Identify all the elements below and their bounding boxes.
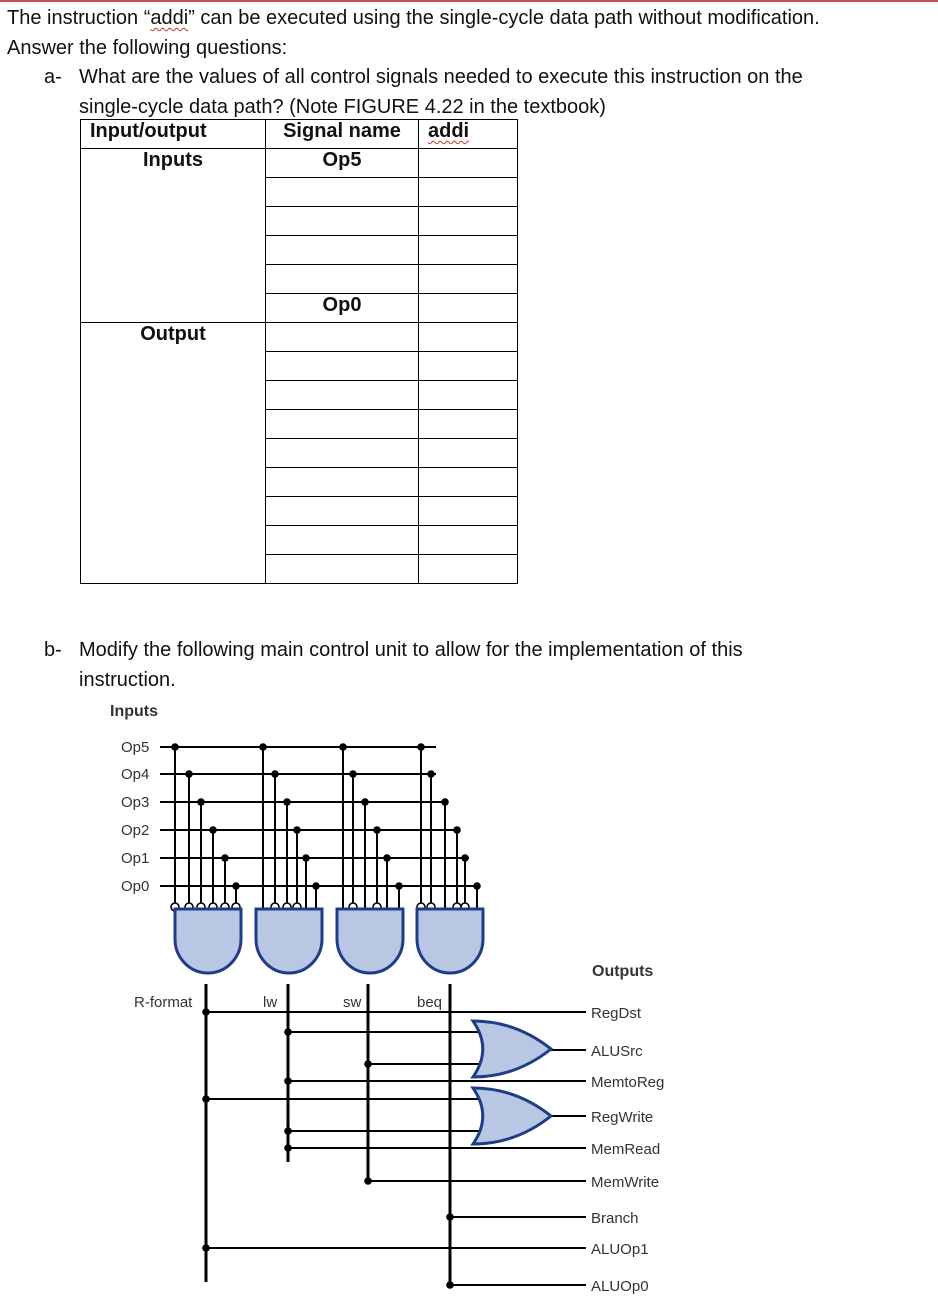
outputs-title: Outputs bbox=[592, 963, 654, 980]
junction-dot bbox=[453, 826, 461, 834]
junction-dot bbox=[473, 882, 481, 890]
header-input-output: Input/output bbox=[81, 120, 266, 149]
addi-value-cell[interactable] bbox=[419, 265, 518, 294]
addi-value-cell[interactable] bbox=[419, 352, 518, 381]
junction-dot bbox=[209, 826, 217, 834]
intro-line-1: The instruction “addi” can be executed using the single-cycle data path without modification. bbox=[7, 7, 820, 29]
junction-dot bbox=[446, 1213, 454, 1221]
addi-value-cell[interactable] bbox=[419, 323, 518, 352]
junction-dot bbox=[312, 882, 320, 890]
junction-dot bbox=[221, 854, 229, 862]
junction-dot bbox=[284, 1144, 292, 1152]
junction-dot bbox=[395, 882, 403, 890]
junction-dot bbox=[284, 1077, 292, 1085]
junction-dot bbox=[361, 798, 369, 806]
top-rule bbox=[0, 0, 938, 2]
intro-line-2: Answer the following questions: bbox=[7, 37, 288, 59]
addi-value-cell[interactable] bbox=[419, 236, 518, 265]
part-a-line-2: single-cycle data path? (Note FIGURE 4.22 in the textbook) bbox=[79, 96, 606, 118]
signal-name-cell bbox=[266, 381, 419, 410]
header-signal-name: Signal name bbox=[266, 120, 419, 149]
part-b-marker: b- bbox=[44, 639, 62, 661]
control-signals-table bbox=[80, 119, 518, 584]
junction-dot bbox=[284, 1028, 292, 1036]
junction-dot bbox=[441, 798, 449, 806]
gate-label-beq: beq bbox=[417, 994, 443, 1011]
junction-dot bbox=[461, 854, 469, 862]
inputs-group-label: Inputs bbox=[81, 149, 266, 323]
addi-value-cell[interactable] bbox=[419, 207, 518, 236]
signal-name-cell bbox=[266, 497, 419, 526]
input-label-op1: Op1 bbox=[121, 850, 150, 867]
and-gate-beq bbox=[417, 909, 483, 973]
output-label-memtoreg: MemtoReg bbox=[591, 1074, 665, 1091]
junction-dot bbox=[202, 1008, 210, 1016]
signal-name-cell bbox=[266, 178, 419, 207]
input-label-op2: Op2 bbox=[121, 822, 150, 839]
signal-name-cell bbox=[266, 207, 419, 236]
signal-name-cell bbox=[266, 323, 419, 352]
header-addi: addi bbox=[419, 120, 518, 149]
signal-name-cell bbox=[266, 352, 419, 381]
part-b-line-2: instruction. bbox=[79, 669, 176, 691]
junction-dot bbox=[302, 854, 310, 862]
output-label-memwrite: MemWrite bbox=[591, 1174, 660, 1191]
junction-dot bbox=[202, 1244, 210, 1252]
junction-dot bbox=[197, 798, 205, 806]
junction-dot bbox=[185, 770, 193, 778]
output-label-alusrc: ALUSrc bbox=[591, 1043, 643, 1060]
junction-dot bbox=[446, 1281, 454, 1289]
junction-dot bbox=[427, 770, 435, 778]
and-gate-sw bbox=[337, 909, 403, 973]
output-label-memread: MemRead bbox=[591, 1141, 661, 1158]
junction-dot bbox=[364, 1177, 372, 1185]
signal-name-cell bbox=[266, 526, 419, 555]
junction-dot bbox=[202, 1095, 210, 1103]
signal-name-cell: Op0 bbox=[266, 294, 419, 323]
junction-dot bbox=[171, 743, 179, 751]
or-gate-alusrc bbox=[473, 1021, 551, 1077]
junction-dot bbox=[271, 770, 279, 778]
input-label-op3: Op3 bbox=[121, 794, 150, 811]
signal-name-cell bbox=[266, 439, 419, 468]
addi-value-cell[interactable] bbox=[419, 381, 518, 410]
gate-label-lw: lw bbox=[263, 994, 278, 1011]
addi-value-cell[interactable] bbox=[419, 410, 518, 439]
and-gate-lw bbox=[256, 909, 322, 973]
table-row bbox=[81, 323, 518, 352]
signal-name-cell bbox=[266, 265, 419, 294]
addi-value-cell[interactable] bbox=[419, 178, 518, 207]
signal-name-cell bbox=[266, 555, 419, 584]
output-label-regwrite: RegWrite bbox=[591, 1109, 654, 1126]
signal-name-cell bbox=[266, 468, 419, 497]
gate-label-sw: sw bbox=[343, 994, 362, 1011]
addi-spell-flag: addi bbox=[150, 7, 189, 29]
addi-value-cell[interactable] bbox=[419, 526, 518, 555]
junction-dot bbox=[293, 826, 301, 834]
table-header-row bbox=[81, 120, 518, 149]
and-gate-r-format bbox=[175, 909, 241, 973]
input-label-op4: Op4 bbox=[121, 766, 150, 783]
table-row bbox=[81, 149, 518, 178]
circuit-wires bbox=[160, 743, 586, 1289]
addi-value-cell[interactable] bbox=[419, 149, 518, 178]
addi-value-cell[interactable] bbox=[419, 497, 518, 526]
output-label-branch: Branch bbox=[591, 1210, 639, 1227]
input-label-op0: Op0 bbox=[121, 878, 150, 895]
circuit-labels bbox=[110, 703, 664, 1295]
junction-dot bbox=[259, 743, 267, 751]
signal-name-cell: Op5 bbox=[266, 149, 419, 178]
output-label-aluop1: ALUOp1 bbox=[591, 1241, 649, 1258]
junction-dot bbox=[417, 743, 425, 751]
signal-name-cell bbox=[266, 410, 419, 439]
or-gate-regwrite bbox=[473, 1088, 551, 1144]
junction-dot bbox=[284, 1127, 292, 1135]
main-control-unit-diagram bbox=[0, 690, 938, 1310]
part-b-line-1: Modify the following main control unit to allow for the implementation of this bbox=[79, 639, 743, 661]
addi-value-cell[interactable] bbox=[419, 294, 518, 323]
inputs-title: Inputs bbox=[110, 703, 158, 720]
junction-dot bbox=[283, 798, 291, 806]
addi-value-cell[interactable] bbox=[419, 468, 518, 497]
junction-dot bbox=[232, 882, 240, 890]
part-a-marker: a- bbox=[44, 66, 62, 88]
junction-dot bbox=[373, 826, 381, 834]
output-label-aluop0: ALUOp0 bbox=[591, 1278, 649, 1295]
input-label-op5: Op5 bbox=[121, 739, 150, 756]
addi-value-cell[interactable] bbox=[419, 555, 518, 584]
junction-dot bbox=[339, 743, 347, 751]
gate-label-r-format: R-format bbox=[134, 994, 193, 1011]
output-group-label: Output bbox=[81, 323, 266, 584]
junction-dot bbox=[364, 1060, 372, 1068]
logic-gates bbox=[175, 909, 551, 1144]
part-a-line-1: What are the values of all control signals needed to execute this instruction on the bbox=[79, 66, 803, 88]
junction-dot bbox=[383, 854, 391, 862]
junction-dot bbox=[349, 770, 357, 778]
addi-value-cell[interactable] bbox=[419, 439, 518, 468]
signal-name-cell bbox=[266, 236, 419, 265]
output-label-regdst: RegDst bbox=[591, 1005, 642, 1022]
